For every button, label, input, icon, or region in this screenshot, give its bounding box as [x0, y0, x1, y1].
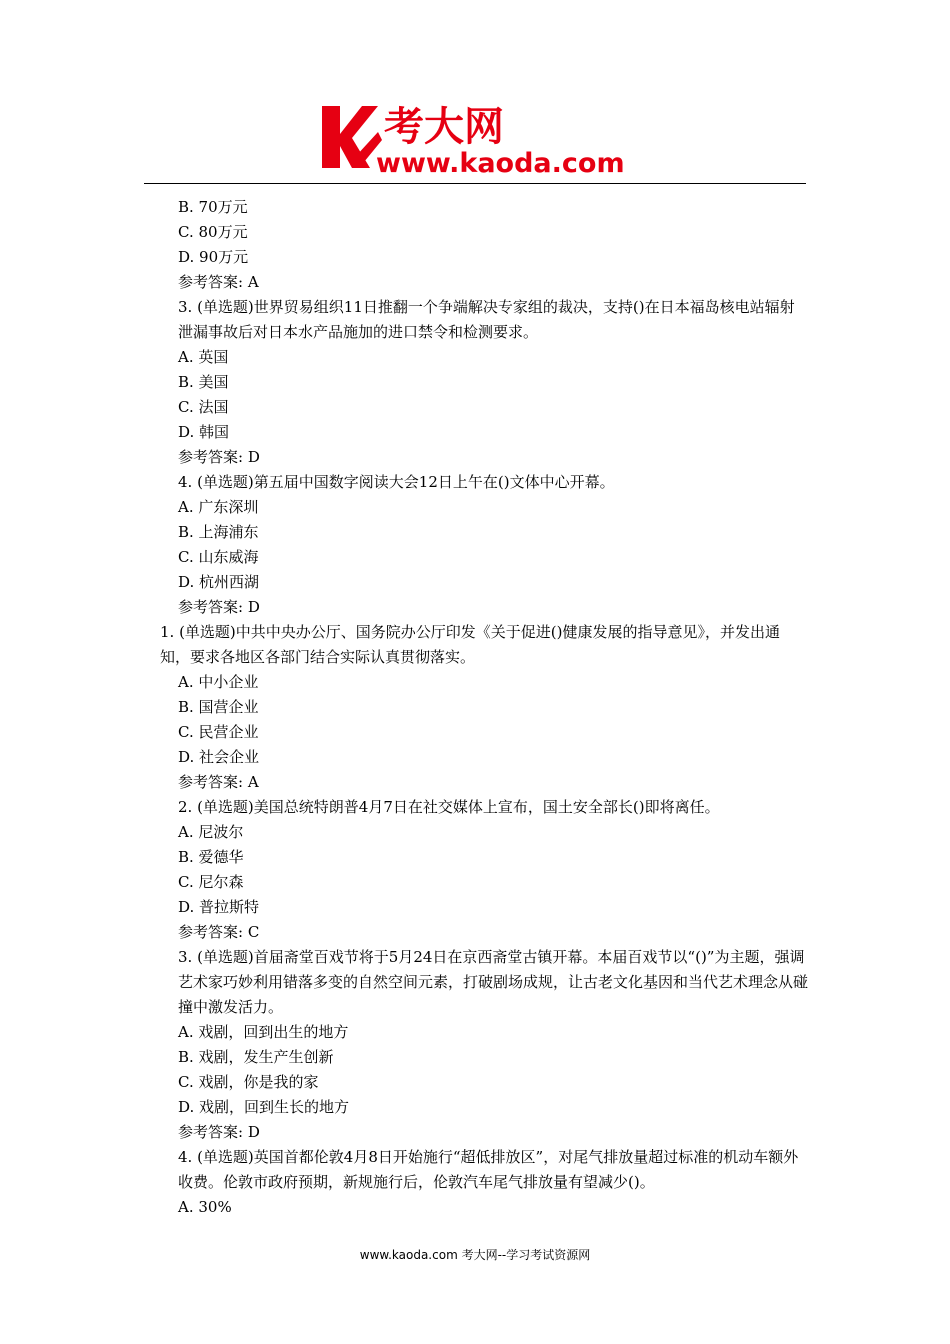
- answer-option: D. 戏剧，回到生长的地方: [178, 1098, 350, 1116]
- k-logo-icon: [322, 106, 382, 168]
- header-divider: [144, 183, 806, 184]
- answer-option: A. 30%: [178, 1198, 232, 1216]
- question-text: 3. (单选题)世界贸易组织11日推翻一个争端解决专家组的裁决，支持()在日本福岛核电站辐射泄漏事故后对日本水产品施加的进口禁令和检测要求。: [178, 298, 795, 341]
- question-text: 1. (单选题)中共中央办公厅、国务院办公厅印发《关于促进()健康发展的指导意见》，并发出通知，要求各地区各部门结合实际认真贯彻落实。: [160, 623, 780, 666]
- answer-option: D. 90万元: [178, 248, 249, 266]
- reference-answer: 参考答案: D: [178, 448, 260, 466]
- answer-option: B. 上海浦东: [178, 523, 259, 541]
- answer-option: C. 山东威海: [178, 548, 259, 566]
- reference-answer: 参考答案: D: [178, 598, 260, 616]
- reference-answer: 参考答案: D: [178, 1123, 260, 1141]
- question-text: 2. (单选题)美国总统特朗普4月7日在社交媒体上宣布，国土安全部长()即将离任。: [178, 798, 720, 816]
- answer-option: D. 杭州西湖: [178, 573, 260, 591]
- answer-option: A. 尼波尔: [178, 823, 244, 841]
- answer-option: A. 中小企业: [178, 673, 259, 691]
- answer-option: D. 韩国: [178, 423, 230, 441]
- question-text: 4. (单选题)第五届中国数字阅读大会12日上午在()文体中心开幕。: [178, 473, 615, 491]
- answer-option: A. 戏剧，回到出生的地方: [178, 1023, 349, 1041]
- answer-option: B. 戏剧，发生产生创新: [178, 1048, 334, 1066]
- answer-option: D. 普拉斯特: [178, 898, 260, 916]
- answer-option: C. 戏剧，你是我的家: [178, 1073, 319, 1091]
- question-list: [144, 195, 808, 1220]
- answer-option: B. 70万元: [178, 198, 248, 216]
- question-text: 4. (单选题)英国首都伦敦4月8日开始施行“超低排放区”，对尾气排放量超过标准的机动车额外收费。伦敦市政府预期，新规施行后，伦敦汽车尾气排放量有望减少()。: [178, 1148, 799, 1191]
- answer-option: B. 美国: [178, 373, 229, 391]
- answer-option: C. 80万元: [178, 223, 248, 241]
- reference-answer: 参考答案: C: [178, 923, 260, 941]
- answer-option: C. 尼尔森: [178, 873, 244, 891]
- reference-answer: 参考答案: A: [178, 273, 259, 291]
- answer-option: B. 国营企业: [178, 698, 259, 716]
- logo-url-text: www.kaoda.com: [376, 148, 625, 178]
- answer-option: D. 社会企业: [178, 748, 260, 766]
- logo-cn-text: 考大网: [384, 104, 504, 150]
- answer-option: A. 英国: [178, 348, 229, 366]
- page-footer: www.kaoda.com 考大网--学习考试资源网: [359, 1248, 591, 1262]
- question-text: 3. (单选题)首届斋堂百戏节将于5月24日在京西斋堂古镇开幕。本届百戏节以“()”为主题，强调艺术家巧妙利用错落多变的自然空间元素，打破剧场成规，让古老文化基因和当代艺术理念从碰撞中激发活力。: [178, 948, 809, 1016]
- reference-answer: 参考答案: A: [178, 773, 259, 791]
- answer-option: C. 民营企业: [178, 723, 259, 741]
- answer-option: B. 爱德华: [178, 848, 244, 866]
- answer-option: A. 广东深圳: [178, 498, 259, 516]
- kaoda-logo: [318, 96, 648, 178]
- answer-option: C. 法国: [178, 398, 229, 416]
